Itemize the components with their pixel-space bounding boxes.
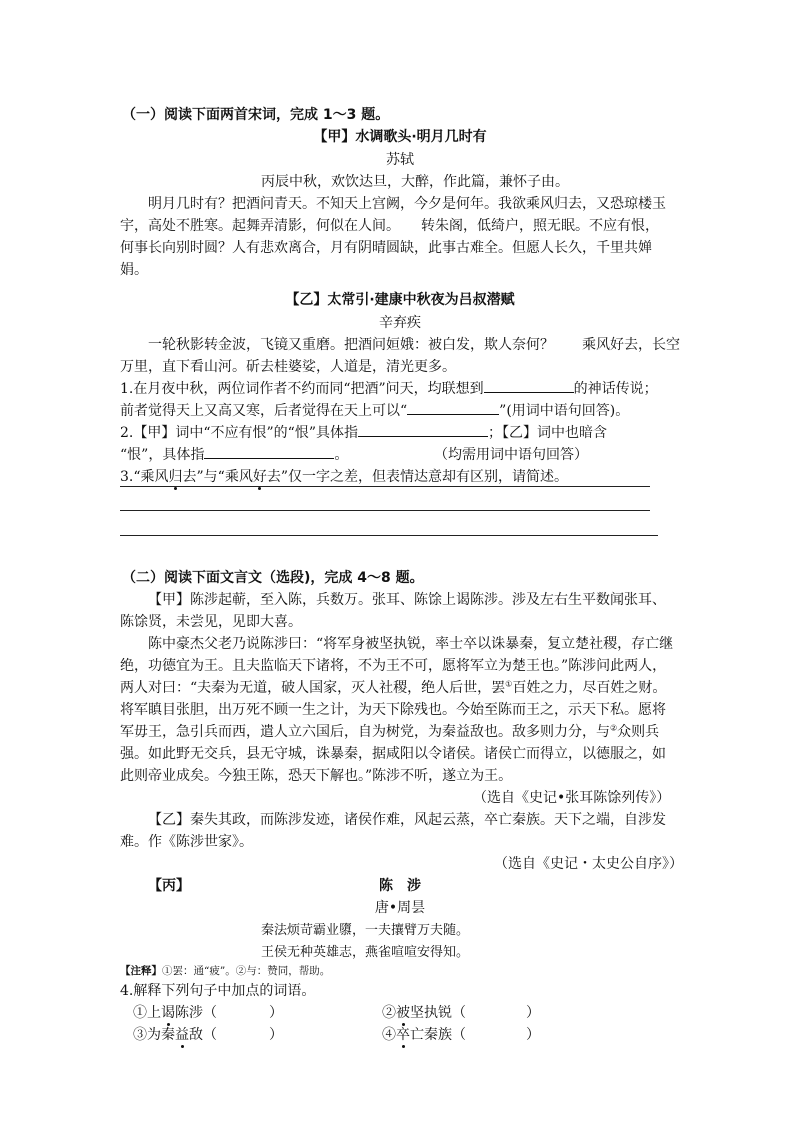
passage-a-line: 此则帝业成矣。今独王陈，恐天下解也。”陈涉不听，遂立为王。: [120, 768, 513, 784]
poem-b-line: 一轮秋影转金波，飞镜又重磨。把酒问姮娥：被白发，欺人奈何？ 乘风好去，长空: [148, 337, 680, 353]
passage-a-line: 将军瞋目张胆，出万死不顾一生之计，为天下除残也。今始至陈而王之，示天下私。愿将: [120, 702, 666, 718]
q3-text: 去”与“乘风: [182, 469, 253, 485]
passage-b-line: 【乙】秦失其政，而陈涉发迹，诸侯作难，风起云蒸，卒亡秦族。天下之端，自涉发: [148, 812, 666, 828]
passage-a-line: [120, 721, 659, 741]
poem-b-author: 辛弃疾: [379, 315, 421, 331]
q2-text: ；【乙】词中也暗含: [488, 425, 607, 441]
q4-item-text: ）: [269, 1005, 283, 1021]
q4-dotted-char: 卒: [396, 1027, 410, 1043]
poem-a-line: 明月几时有？把酒问青天。不知天上宫阙，今夕是何年。我欲乘风归去，又恐琼楼玉: [148, 196, 666, 212]
q4-item-text: 坚执锐（: [410, 1005, 466, 1021]
poem-c-title: 陈 涉: [379, 878, 421, 894]
q3-text: 去”仅一字之差，但表情达意却有区别，请简述。: [266, 469, 568, 485]
q3-text: 3.“乘风: [120, 469, 169, 485]
question-4-stem: 4.解释下列句子中加点的词语。: [120, 983, 316, 999]
q4-item-text: ③为秦: [133, 1027, 175, 1043]
q3-answer-line[interactable]: [120, 535, 658, 536]
q2-text: 。: [334, 447, 349, 463]
poem-a-author: 苏轼: [386, 152, 414, 168]
q2-text: 2.【甲】词中“不应有恨”的“恨”具体指: [120, 425, 358, 441]
q1-text: ”(用词中语句回答)。: [499, 403, 630, 419]
q4-dotted-char: 被: [396, 1005, 410, 1021]
q3-answer-line[interactable]: [120, 510, 650, 511]
q2-text: “恨”，具体指: [120, 447, 205, 463]
q1-answer-blank-2[interactable]: [407, 400, 499, 415]
footnote-marker-1: ①: [505, 679, 513, 689]
q4-item: [382, 1024, 540, 1044]
source-b: （选自《史记・太史公自序》）: [494, 856, 683, 872]
question-3: [120, 466, 568, 486]
passage-a-line: 陈馀贤，未尝见，见即大喜。: [120, 614, 302, 630]
annotation-text: ①罢：通“疲”。②与：赞同，帮助。: [162, 965, 331, 977]
q4-item: [133, 1024, 283, 1044]
q2-answer-blank-1[interactable]: [358, 422, 488, 437]
passage-a-line: [120, 677, 666, 697]
q4-dotted-char: 益: [175, 1027, 189, 1043]
q1-text: 的神话传说；: [573, 381, 658, 397]
question-2-line1: [120, 422, 607, 442]
section1-heading: （一）阅读下面两首宋词，完成 1～3 题。: [122, 107, 390, 123]
poem-b-title: 【乙】太常引·建康中秋夜为吕叔潜赋: [285, 292, 515, 308]
passage-a-line: 强。如此野无交兵，县无守城，诛暴秦，据咸阳以令诸侯。诸侯亡而得立，以德服之，如: [120, 746, 666, 762]
q4-item: [382, 1002, 540, 1022]
q4-item-text: ②: [382, 1005, 396, 1021]
poem-c-author: 唐•周昙: [374, 900, 426, 916]
annotation-label: 【注释】: [120, 965, 162, 977]
passage-a-line: 【甲】陈涉起蕲，至入陈，兵数万。张耳、陈馀上谒陈涉。涉及左右生平数闻张耳、: [148, 592, 666, 608]
q4-item-text: ①上: [133, 1005, 161, 1021]
passage-text: 军毋王，急引兵而西，遣人立六国后，自为树党，为秦益敌也。敌多则力分，与: [120, 724, 610, 740]
q3-dotted-char: 好: [252, 469, 267, 485]
q4-dotted-char: 谒: [161, 1005, 175, 1021]
poem-b-line: 万里，直下看山河。斫去桂婆娑，人道是，清光更多。: [120, 359, 456, 375]
poem-c-label: 【丙】: [148, 878, 190, 894]
source-a: （选自《史记•张耳陈馀列传》）: [473, 790, 671, 806]
q4-item-text: ）: [526, 1005, 540, 1021]
passage-a-line: 绝，功德宜为王。且夫监临天下诸将，不为王不可，愿将军立为楚王也。”陈涉问此两人，: [120, 658, 667, 674]
q4-item-text: ）: [526, 1027, 540, 1043]
q3-answer-line[interactable]: [120, 486, 650, 487]
q4-item: [133, 1002, 283, 1022]
passage-text: 两人对曰：“夫秦为无道，破人国家，灭人社稷，绝人后世，罢: [120, 680, 506, 696]
q3-dotted-char: 归: [168, 469, 183, 485]
q2-note: （均需用词中语句回答）: [434, 447, 588, 463]
section2-heading: （二）阅读下面文言文（选段)，完成 4～8 题。: [122, 570, 424, 586]
poem-c-line: 王侯无种英雄志，燕雀喧喧安得知。: [261, 945, 470, 960]
question-2-line2: [120, 444, 348, 464]
passage-b-line: 难。作《陈涉世家》。: [120, 834, 253, 850]
q4-item-text: 敌（: [189, 1027, 217, 1043]
question-1-line2: [120, 400, 629, 420]
poem-a-line: 宇，高处不胜寒。起舞弄清影，何似在人间。 转朱阁，低绮户，照无眠。不应有恨，: [120, 218, 659, 234]
q4-item-text: ）: [269, 1027, 283, 1043]
passage-a-line: 陈中豪杰父老乃说陈涉曰：“将军身被坚执锐，率士卒以诛暴秦，复立楚社稷，存亡继: [148, 636, 674, 652]
q4-item-text: 亡秦族（: [410, 1027, 466, 1043]
poem-a-title: 【甲】水调歌头·明月几时有: [313, 129, 487, 145]
q1-answer-blank-1[interactable]: [484, 378, 574, 393]
poem-a-line: 娟。: [120, 262, 148, 278]
q1-text: 前者觉得天上又高又寒，后者觉得在天上可以“: [120, 403, 408, 419]
q1-text: 1.在月夜中秋，两位词作者不约而同“把酒”问天，均联想到: [120, 381, 484, 397]
passage-text: 百姓之力，尽百姓之财。: [512, 680, 667, 696]
passage-text: 众则兵: [617, 724, 660, 740]
footnote-marker-2: ②: [610, 723, 618, 733]
poem-a-preface: 丙辰中秋，欢饮达旦，大醉，作此篇，兼怀子由。: [261, 174, 569, 190]
question-1-line1: [120, 378, 658, 398]
q4-item-text: 陈涉（: [175, 1005, 217, 1021]
q2-answer-blank-2[interactable]: [204, 444, 334, 459]
poem-c-line: 秦法烦苛霸业隳，一夫攘臂万夫随。: [261, 923, 470, 938]
annotation: [120, 963, 330, 978]
q4-item-text: ④: [382, 1027, 396, 1043]
poem-a-line: 何事长向别时圆？人有悲欢离合，月有阴晴圆缺，此事古难全。但愿人长久，千里共婵: [120, 240, 652, 256]
